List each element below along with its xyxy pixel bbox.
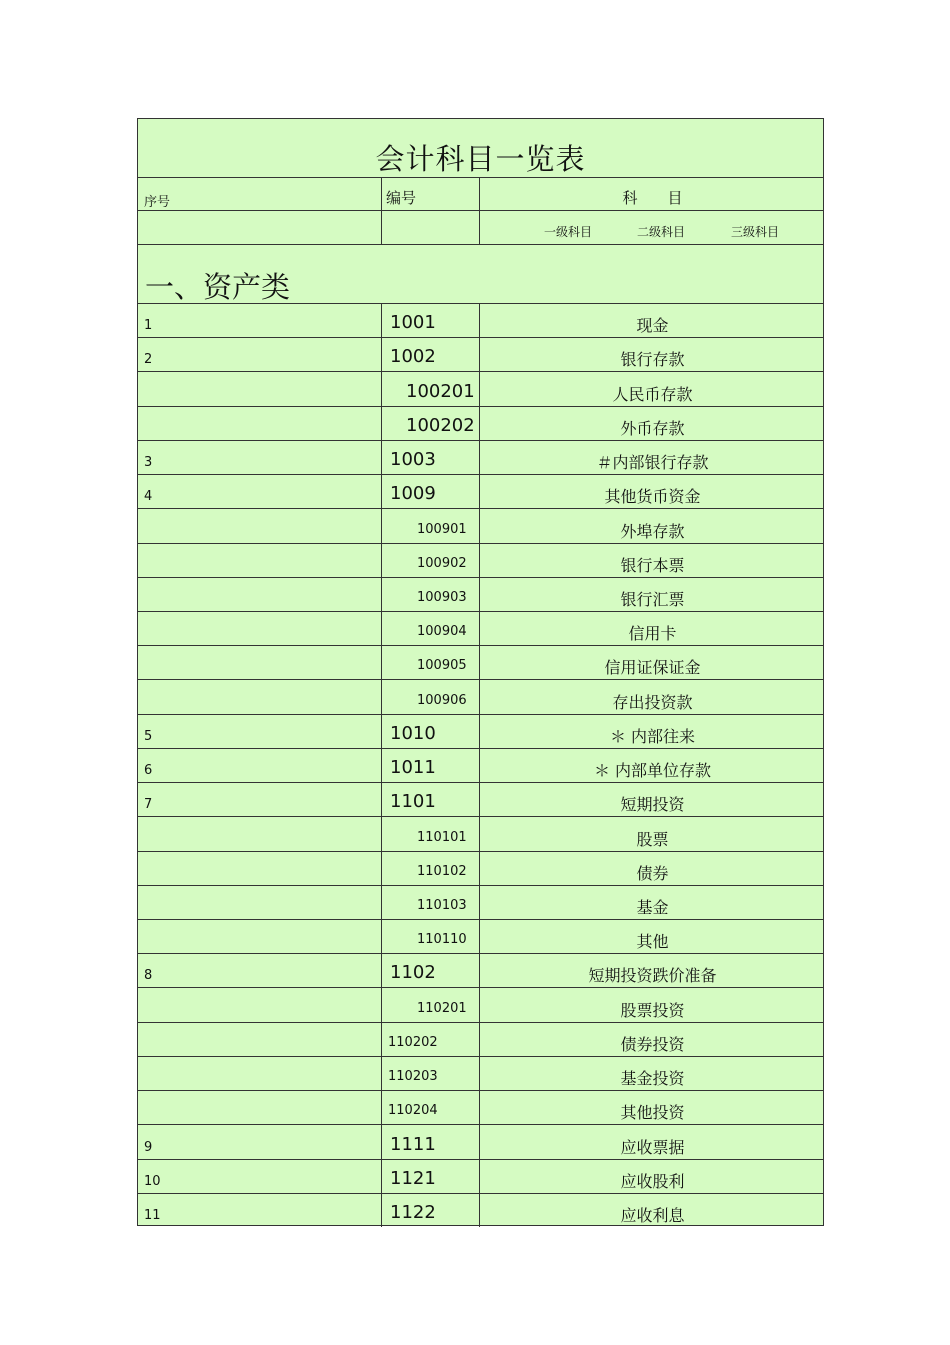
row-divider <box>138 782 823 783</box>
row-code: 1111 <box>390 1133 436 1155</box>
row-subject: 债券投资 <box>620 1034 685 1054</box>
row-divider <box>138 440 823 441</box>
row-subject: 股票 <box>636 829 669 849</box>
table-row <box>138 851 823 885</box>
row-code: 1102 <box>390 962 436 984</box>
row-subject: 应收股利 <box>620 1171 685 1191</box>
row-subject: 其他投资 <box>620 1103 685 1123</box>
table-row <box>138 1022 823 1056</box>
row-subject: ＊ 内部往来 <box>609 726 696 746</box>
row-subject: 短期投资跌价准备 <box>588 966 717 986</box>
row-subject: ＊ 内部单位存款 <box>593 761 712 781</box>
table-row <box>138 543 823 577</box>
row-divider <box>138 371 823 372</box>
row-subject: 其他货币资金 <box>604 487 701 507</box>
row-divider <box>138 953 823 954</box>
row-code: 100902 <box>417 555 467 571</box>
row-divider <box>138 919 823 920</box>
row-divider <box>138 543 823 544</box>
row-code: 1101 <box>390 791 436 813</box>
row-seq: 10 <box>144 1173 161 1189</box>
row-subject: 基金投资 <box>620 1069 685 1089</box>
table-row <box>138 816 823 850</box>
row-seq: 5 <box>144 728 153 744</box>
row-divider <box>138 508 823 509</box>
row-code: 100202 <box>406 414 475 436</box>
table-row <box>138 714 823 748</box>
row-code: 110201 <box>417 1000 467 1016</box>
table-row <box>138 679 823 713</box>
table-row <box>138 987 823 1021</box>
row-subject: 外埠存款 <box>620 521 685 541</box>
row-subject: 股票投资 <box>620 1000 685 1020</box>
page-title: 会计科目一览表 <box>375 142 586 176</box>
table-row <box>138 406 823 440</box>
row-code: 1009 <box>390 483 436 505</box>
row-subject: 银行汇票 <box>620 589 685 609</box>
row-code: 110102 <box>417 863 467 879</box>
row-code: 100906 <box>417 692 467 708</box>
table-row <box>138 440 823 474</box>
row-code: 100903 <box>417 589 467 605</box>
row-code: 110103 <box>417 897 467 913</box>
row-subject: 其他 <box>636 932 669 952</box>
row-divider <box>138 714 823 715</box>
header-subject: 科 目 <box>622 189 683 207</box>
row-divider <box>138 645 823 646</box>
row-divider <box>138 1193 823 1194</box>
table-row <box>138 1159 823 1193</box>
header-level3: 三级科目 <box>731 225 780 239</box>
row-divider <box>138 748 823 749</box>
row-subject: 外币存款 <box>620 418 685 438</box>
table-row <box>138 953 823 987</box>
row-subject: 银行存款 <box>620 350 685 370</box>
row-seq: 9 <box>144 1139 153 1155</box>
row-seq: 3 <box>144 455 153 471</box>
row-code: 1001 <box>390 312 436 334</box>
row-seq: 1 <box>144 318 153 334</box>
row-subject: 应收票据 <box>620 1137 685 1157</box>
row-code: 1010 <box>390 722 436 744</box>
table-row <box>138 1090 823 1124</box>
table-row <box>138 885 823 919</box>
row-subject: 人民币存款 <box>612 384 693 404</box>
row-divider <box>138 244 823 245</box>
table-row <box>138 508 823 542</box>
row-subject: 现金 <box>636 316 669 336</box>
row-code: 1121 <box>390 1167 436 1189</box>
row-subject: 应收利息 <box>620 1205 685 1225</box>
row-divider <box>138 1090 823 1091</box>
row-code: 110110 <box>417 932 467 948</box>
row-divider <box>138 851 823 852</box>
table-row <box>138 748 823 782</box>
row-subject: 存出投资款 <box>612 692 693 712</box>
row-subject: 信用卡 <box>628 624 677 644</box>
row-code: 100201 <box>406 380 475 402</box>
row-divider <box>138 474 823 475</box>
row-subject: 基金 <box>636 897 669 917</box>
row-code: 1002 <box>390 346 436 368</box>
header-level1: 一级科目 <box>544 225 593 239</box>
header-level2: 二级科目 <box>637 225 686 239</box>
row-divider <box>138 611 823 612</box>
row-code: 110202 <box>388 1034 438 1050</box>
row-divider <box>138 1124 823 1125</box>
table-row <box>138 611 823 645</box>
table-row <box>138 371 823 405</box>
row-divider <box>138 577 823 578</box>
row-code: 110204 <box>388 1103 438 1119</box>
row-divider <box>138 885 823 886</box>
row-seq: 6 <box>144 763 153 779</box>
header-code: 编号 <box>386 189 417 207</box>
row-subject: 信用证保证金 <box>604 658 701 678</box>
row-code: 110101 <box>417 829 467 845</box>
column-divider <box>381 303 382 1227</box>
row-divider <box>138 1056 823 1057</box>
row-code: 100905 <box>417 658 467 674</box>
row-divider <box>138 1159 823 1160</box>
row-divider <box>138 1022 823 1023</box>
row-seq: 7 <box>144 797 153 813</box>
header-seq: 序号 <box>144 195 171 210</box>
row-subject: ＃内部银行存款 <box>596 453 709 473</box>
subject-table <box>137 118 824 1226</box>
table-row <box>138 645 823 679</box>
row-code: 110203 <box>388 1069 438 1085</box>
table-row <box>138 1124 823 1158</box>
row-code: 1003 <box>390 449 436 471</box>
row-seq: 4 <box>144 489 153 505</box>
column-divider <box>381 177 382 244</box>
table-row <box>138 1056 823 1090</box>
table-row <box>138 337 823 371</box>
row-code: 1122 <box>390 1201 436 1223</box>
table-row <box>138 303 823 337</box>
row-divider <box>138 210 823 211</box>
table-row <box>138 474 823 508</box>
row-seq: 2 <box>144 352 153 368</box>
row-divider <box>138 816 823 817</box>
section-title: 一、资产类 <box>145 270 291 304</box>
row-code: 100904 <box>417 624 467 640</box>
row-subject: 银行本票 <box>620 555 685 575</box>
row-divider <box>138 337 823 338</box>
row-seq: 11 <box>144 1207 161 1223</box>
row-subject: 债券 <box>636 863 669 883</box>
row-divider <box>138 679 823 680</box>
row-divider <box>138 987 823 988</box>
row-code: 1011 <box>390 757 436 779</box>
column-divider <box>479 303 480 1227</box>
table-row <box>138 782 823 816</box>
row-code: 100901 <box>417 521 467 537</box>
table-row <box>138 919 823 953</box>
row-subject: 短期投资 <box>620 795 685 815</box>
table-row <box>138 1193 823 1227</box>
row-divider <box>138 406 823 407</box>
row-seq: 8 <box>144 968 153 984</box>
table-row <box>138 577 823 611</box>
